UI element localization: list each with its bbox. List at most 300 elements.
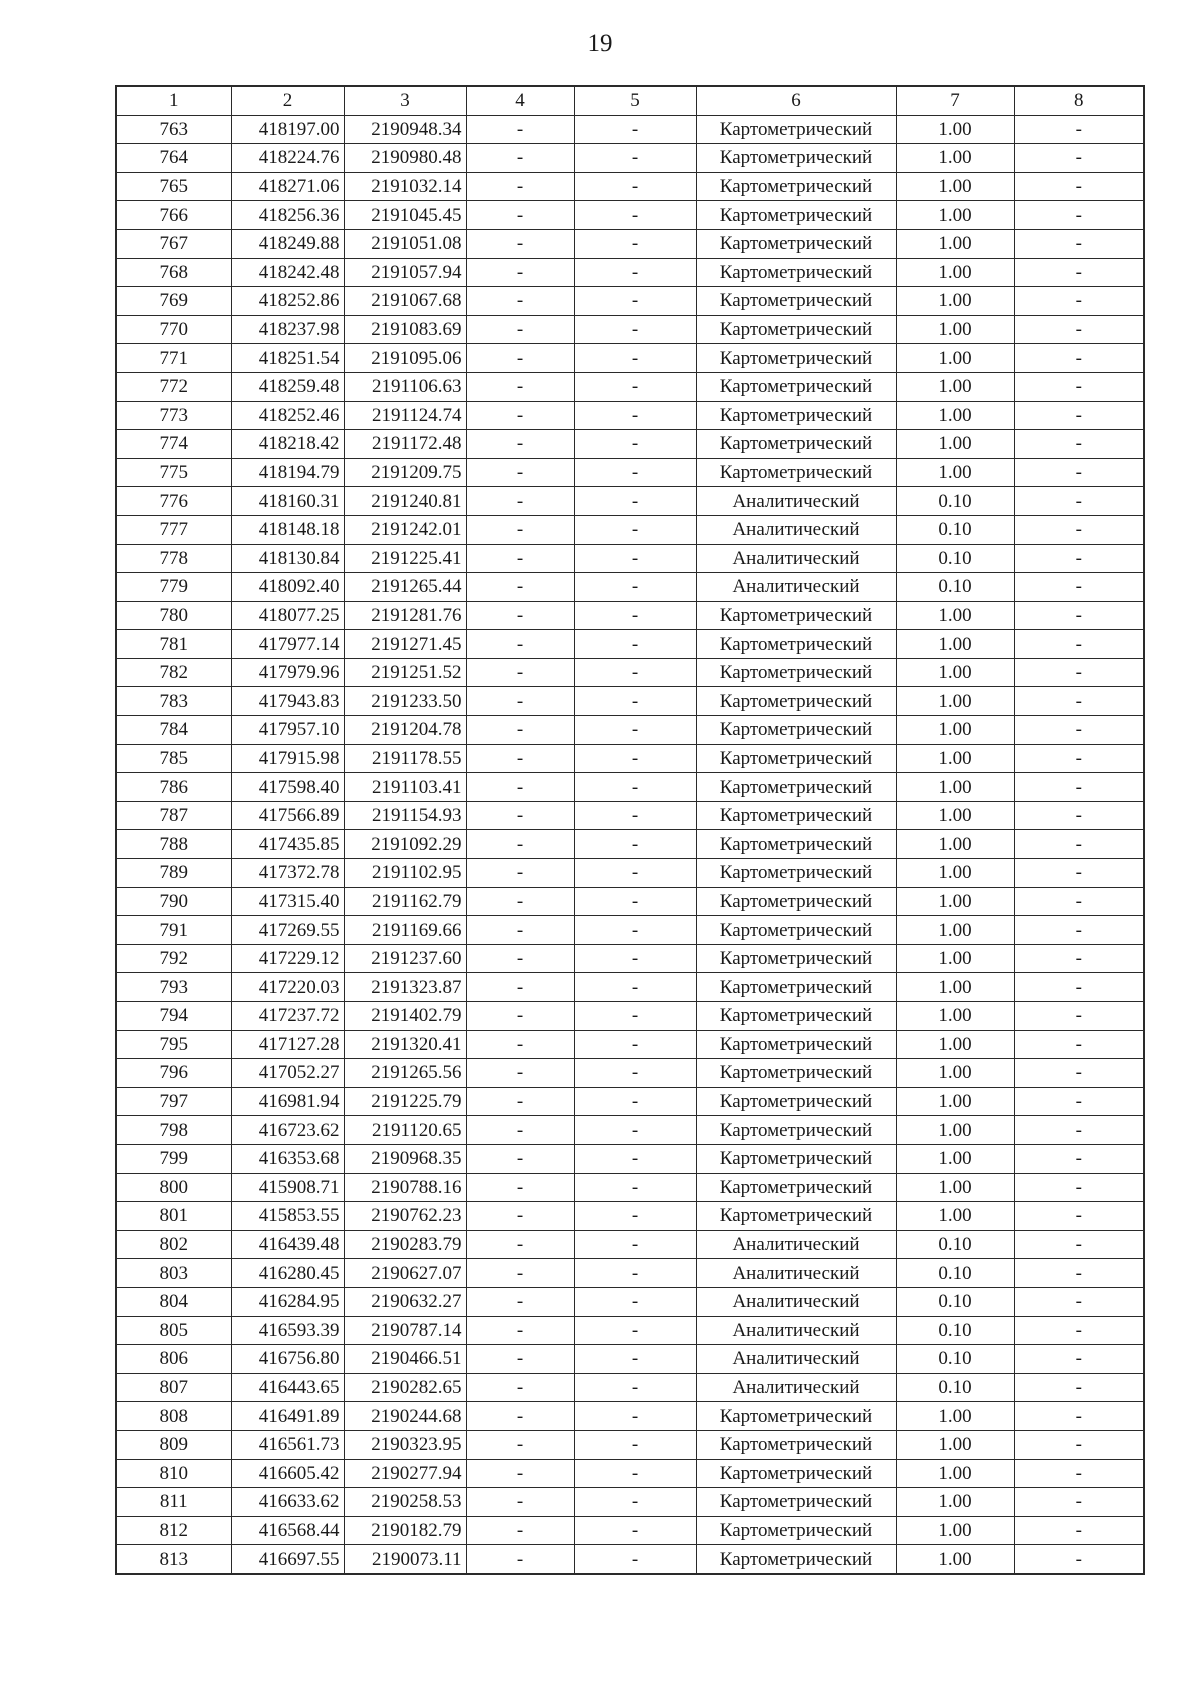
table-cell-col-3: 2190787.14 <box>344 1316 466 1345</box>
table-cell-col-2: 416353.68 <box>231 1144 344 1173</box>
table-body <box>116 115 1144 1574</box>
table-cell-col-3: 2191237.60 <box>344 944 466 973</box>
table-cell-col-8: - <box>1014 1430 1144 1459</box>
table-cell-col-6: Картометрический <box>696 830 896 859</box>
table-cell-col-3: 2190282.65 <box>344 1373 466 1402</box>
table-cell-col-4: - <box>466 573 574 602</box>
column-header-6: 6 <box>696 86 896 115</box>
table-cell-col-7: 1.00 <box>896 830 1014 859</box>
table-cell-col-2: 416633.62 <box>231 1488 344 1517</box>
table-cell-col-6: Картометрический <box>696 115 896 144</box>
table-cell-col-3: 2191102.95 <box>344 859 466 888</box>
table-cell-col-6: Картометрический <box>696 1059 896 1088</box>
table-cell-col-4: - <box>466 229 574 258</box>
table-cell-col-6: Картометрический <box>696 401 896 430</box>
table-cell-col-6: Картометрический <box>696 1430 896 1459</box>
table-cell-col-3: 2190073.11 <box>344 1545 466 1574</box>
table-cell-col-8: - <box>1014 1345 1144 1374</box>
table-cell-col-2: 416280.45 <box>231 1259 344 1288</box>
table-cell-col-5: - <box>574 1116 696 1145</box>
table-cell-col-4: - <box>466 1345 574 1374</box>
table-cell-col-6: Картометрический <box>696 1545 896 1574</box>
table-cell-col-7: 1.00 <box>896 344 1014 373</box>
table-cell-col-4: - <box>466 1173 574 1202</box>
table-cell-col-6: Аналитический <box>696 1259 896 1288</box>
table-cell-col-4: - <box>466 887 574 916</box>
table-cell-col-5: - <box>574 430 696 459</box>
table-cell-col-4: - <box>466 401 574 430</box>
table-cell-col-8: - <box>1014 1030 1144 1059</box>
table-cell-col-3: 2190323.95 <box>344 1430 466 1459</box>
table-cell-col-5: - <box>574 773 696 802</box>
table-cell-col-1: 780 <box>116 601 231 630</box>
table-cell-col-7: 1.00 <box>896 916 1014 945</box>
table-row <box>116 601 1144 630</box>
table-row <box>116 544 1144 573</box>
table-row <box>116 201 1144 230</box>
table-cell-col-4: - <box>466 258 574 287</box>
table-cell-col-4: - <box>466 1545 574 1574</box>
table-cell-col-7: 1.00 <box>896 1173 1014 1202</box>
table-cell-col-3: 2191095.06 <box>344 344 466 373</box>
table-cell-col-5: - <box>574 973 696 1002</box>
table-cell-col-2: 418224.76 <box>231 144 344 173</box>
table-cell-col-6: Картометрический <box>696 1116 896 1145</box>
table-cell-col-1: 800 <box>116 1173 231 1202</box>
table-cell-col-8: - <box>1014 801 1144 830</box>
table-cell-col-2: 416284.95 <box>231 1287 344 1316</box>
table-cell-col-7: 1.00 <box>896 458 1014 487</box>
table-cell-col-2: 417052.27 <box>231 1059 344 1088</box>
table-cell-col-8: - <box>1014 1488 1144 1517</box>
table-cell-col-6: Аналитический <box>696 1230 896 1259</box>
table-cell-col-7: 1.00 <box>896 172 1014 201</box>
table-cell-col-2: 416491.89 <box>231 1402 344 1431</box>
table-cell-col-3: 2191169.66 <box>344 916 466 945</box>
table-cell-col-3: 2191045.45 <box>344 201 466 230</box>
table-cell-col-1: 775 <box>116 458 231 487</box>
table-cell-col-2: 418092.40 <box>231 573 344 602</box>
table-cell-col-8: - <box>1014 144 1144 173</box>
table-row <box>116 801 1144 830</box>
table-cell-col-4: - <box>466 1002 574 1031</box>
table-cell-col-5: - <box>574 1144 696 1173</box>
table-cell-col-7: 0.10 <box>896 573 1014 602</box>
table-cell-col-4: - <box>466 515 574 544</box>
table-cell-col-3: 2191204.78 <box>344 716 466 745</box>
table-cell-col-1: 795 <box>116 1030 231 1059</box>
table-cell-col-6: Картометрический <box>696 687 896 716</box>
table-cell-col-7: 0.10 <box>896 1259 1014 1288</box>
table-cell-col-8: - <box>1014 1173 1144 1202</box>
table-cell-col-5: - <box>574 201 696 230</box>
table-cell-col-2: 416561.73 <box>231 1430 344 1459</box>
table-cell-col-8: - <box>1014 916 1144 945</box>
table-cell-col-4: - <box>466 1402 574 1431</box>
table-cell-col-6: Картометрический <box>696 944 896 973</box>
table-cell-col-5: - <box>574 544 696 573</box>
table-cell-col-1: 772 <box>116 372 231 401</box>
table-row <box>116 515 1144 544</box>
table-cell-col-3: 2191092.29 <box>344 830 466 859</box>
table-row <box>116 1459 1144 1488</box>
table-cell-col-4: - <box>466 1259 574 1288</box>
column-header-4: 4 <box>466 86 574 115</box>
table-row <box>116 744 1144 773</box>
table-cell-col-5: - <box>574 1459 696 1488</box>
table-cell-col-6: Картометрический <box>696 1402 896 1431</box>
table-cell-col-1: 781 <box>116 630 231 659</box>
table-cell-col-8: - <box>1014 744 1144 773</box>
table-cell-col-3: 2191402.79 <box>344 1002 466 1031</box>
table-cell-col-2: 418218.42 <box>231 430 344 459</box>
table-cell-col-4: - <box>466 1316 574 1345</box>
table-cell-col-3: 2191124.74 <box>344 401 466 430</box>
table-cell-col-8: - <box>1014 172 1144 201</box>
table-row <box>116 773 1144 802</box>
table-cell-col-2: 417598.40 <box>231 773 344 802</box>
table-cell-col-1: 770 <box>116 315 231 344</box>
table-cell-col-6: Аналитический <box>696 515 896 544</box>
table-cell-col-4: - <box>466 172 574 201</box>
table-cell-col-6: Картометрический <box>696 658 896 687</box>
table-cell-col-7: 1.00 <box>896 144 1014 173</box>
table-cell-col-2: 417915.98 <box>231 744 344 773</box>
table-row <box>116 115 1144 144</box>
table-cell-col-6: Картометрический <box>696 229 896 258</box>
table-cell-col-2: 416593.39 <box>231 1316 344 1345</box>
table-cell-col-3: 2191225.41 <box>344 544 466 573</box>
table-cell-col-8: - <box>1014 944 1144 973</box>
table-cell-col-4: - <box>466 1202 574 1231</box>
table-cell-col-8: - <box>1014 1545 1144 1574</box>
table-cell-col-2: 417566.89 <box>231 801 344 830</box>
table-cell-col-8: - <box>1014 1144 1144 1173</box>
table-cell-col-8: - <box>1014 1116 1144 1145</box>
table-cell-col-7: 1.00 <box>896 258 1014 287</box>
table-cell-col-7: 1.00 <box>896 801 1014 830</box>
table-cell-col-5: - <box>574 1002 696 1031</box>
table-cell-col-6: Картометрический <box>696 630 896 659</box>
table-cell-col-8: - <box>1014 372 1144 401</box>
table-cell-col-8: - <box>1014 1259 1144 1288</box>
table-cell-col-3: 2190632.27 <box>344 1287 466 1316</box>
table-cell-col-3: 2191057.94 <box>344 258 466 287</box>
table-cell-col-5: - <box>574 1173 696 1202</box>
column-header-2: 2 <box>231 86 344 115</box>
table-cell-col-3: 2190762.23 <box>344 1202 466 1231</box>
table-cell-col-3: 2191233.50 <box>344 687 466 716</box>
column-header-3: 3 <box>344 86 466 115</box>
table-row <box>116 1059 1144 1088</box>
table-cell-col-2: 418130.84 <box>231 544 344 573</box>
table-cell-col-4: - <box>466 1516 574 1545</box>
table-cell-col-1: 805 <box>116 1316 231 1345</box>
table-cell-col-2: 416605.42 <box>231 1459 344 1488</box>
table-row <box>116 287 1144 316</box>
table-header-row <box>116 86 1144 115</box>
table-row <box>116 1373 1144 1402</box>
table-cell-col-4: - <box>466 1459 574 1488</box>
table-cell-col-6: Картометрический <box>696 172 896 201</box>
table-cell-col-1: 803 <box>116 1259 231 1288</box>
table-cell-col-3: 2191265.56 <box>344 1059 466 1088</box>
table-cell-col-6: Аналитический <box>696 1345 896 1374</box>
table-cell-col-8: - <box>1014 430 1144 459</box>
table-cell-col-7: 1.00 <box>896 1002 1014 1031</box>
table-row <box>116 1230 1144 1259</box>
table-row <box>116 916 1144 945</box>
table-cell-col-4: - <box>466 716 574 745</box>
table-cell-col-6: Картометрический <box>696 601 896 630</box>
table-cell-col-3: 2190283.79 <box>344 1230 466 1259</box>
table-cell-col-3: 2191320.41 <box>344 1030 466 1059</box>
table-cell-col-1: 796 <box>116 1059 231 1088</box>
table-cell-col-8: - <box>1014 1202 1144 1231</box>
coordinates-table <box>115 85 1145 1575</box>
table-row <box>116 1030 1144 1059</box>
table-cell-col-5: - <box>574 573 696 602</box>
table-cell-col-2: 416439.48 <box>231 1230 344 1259</box>
table-cell-col-1: 812 <box>116 1516 231 1545</box>
table-cell-col-6: Картометрический <box>696 801 896 830</box>
table-cell-col-8: - <box>1014 515 1144 544</box>
table-cell-col-3: 2191209.75 <box>344 458 466 487</box>
table-cell-col-8: - <box>1014 973 1144 1002</box>
table-row <box>116 1173 1144 1202</box>
table-cell-col-7: 1.00 <box>896 687 1014 716</box>
table-cell-col-1: 808 <box>116 1402 231 1431</box>
table-cell-col-2: 415853.55 <box>231 1202 344 1231</box>
table-cell-col-3: 2190948.34 <box>344 115 466 144</box>
table-cell-col-8: - <box>1014 229 1144 258</box>
table-cell-col-2: 418271.06 <box>231 172 344 201</box>
table-cell-col-6: Картометрический <box>696 716 896 745</box>
table-cell-col-8: - <box>1014 1087 1144 1116</box>
table-cell-col-4: - <box>466 1059 574 1088</box>
table-cell-col-2: 417957.10 <box>231 716 344 745</box>
table-cell-col-2: 418194.79 <box>231 458 344 487</box>
table-cell-col-1: 768 <box>116 258 231 287</box>
table-cell-col-6: Аналитический <box>696 487 896 516</box>
table-cell-col-5: - <box>574 944 696 973</box>
table-row <box>116 1202 1144 1231</box>
table-cell-col-6: Картометрический <box>696 1144 896 1173</box>
table-row <box>116 401 1144 430</box>
table-cell-col-6: Картометрический <box>696 144 896 173</box>
table-cell-col-6: Аналитический <box>696 573 896 602</box>
table-cell-col-5: - <box>574 658 696 687</box>
table-cell-col-6: Картометрический <box>696 773 896 802</box>
table-cell-col-2: 418242.48 <box>231 258 344 287</box>
table-cell-col-5: - <box>574 801 696 830</box>
table-cell-col-1: 764 <box>116 144 231 173</box>
table-cell-col-6: Картометрический <box>696 973 896 1002</box>
table-cell-col-7: 1.00 <box>896 1430 1014 1459</box>
table-cell-col-2: 417979.96 <box>231 658 344 687</box>
table-cell-col-4: - <box>466 144 574 173</box>
table-cell-col-6: Картометрический <box>696 887 896 916</box>
table-cell-col-7: 1.00 <box>896 773 1014 802</box>
table-cell-col-4: - <box>466 1144 574 1173</box>
table-cell-col-8: - <box>1014 630 1144 659</box>
table-cell-col-1: 784 <box>116 716 231 745</box>
table-cell-col-4: - <box>466 601 574 630</box>
table-row <box>116 144 1144 173</box>
table-cell-col-3: 2191265.44 <box>344 573 466 602</box>
table-cell-col-4: - <box>466 458 574 487</box>
table-row <box>116 830 1144 859</box>
table-cell-col-8: - <box>1014 258 1144 287</box>
table-row <box>116 487 1144 516</box>
table-cell-col-7: 1.00 <box>896 401 1014 430</box>
table-cell-col-5: - <box>574 1059 696 1088</box>
table-cell-col-7: 0.10 <box>896 515 1014 544</box>
table-cell-col-1: 807 <box>116 1373 231 1402</box>
table-row <box>116 1345 1144 1374</box>
table-cell-col-4: - <box>466 944 574 973</box>
table-cell-col-6: Картометрический <box>696 372 896 401</box>
table-cell-col-4: - <box>466 430 574 459</box>
table-cell-col-1: 813 <box>116 1545 231 1574</box>
table-cell-col-3: 2191032.14 <box>344 172 466 201</box>
table-cell-col-7: 1.00 <box>896 1459 1014 1488</box>
table-cell-col-1: 794 <box>116 1002 231 1031</box>
table-cell-col-4: - <box>466 744 574 773</box>
table-cell-col-8: - <box>1014 658 1144 687</box>
table-row <box>116 973 1144 1002</box>
table-cell-col-1: 809 <box>116 1430 231 1459</box>
table-cell-col-6: Картометрический <box>696 458 896 487</box>
table-cell-col-6: Картометрический <box>696 201 896 230</box>
table-cell-col-5: - <box>574 1030 696 1059</box>
table-cell-col-5: - <box>574 1345 696 1374</box>
table-cell-col-5: - <box>574 172 696 201</box>
table-cell-col-2: 417269.55 <box>231 916 344 945</box>
table-cell-col-8: - <box>1014 201 1144 230</box>
table-cell-col-5: - <box>574 716 696 745</box>
table-row <box>116 258 1144 287</box>
table-cell-col-4: - <box>466 115 574 144</box>
table-cell-col-6: Картометрический <box>696 859 896 888</box>
table-cell-col-6: Аналитический <box>696 1316 896 1345</box>
table-cell-col-5: - <box>574 515 696 544</box>
table-cell-col-7: 1.00 <box>896 716 1014 745</box>
table-row <box>116 658 1144 687</box>
table-cell-col-5: - <box>574 372 696 401</box>
table-cell-col-3: 2191251.52 <box>344 658 466 687</box>
table-cell-col-6: Картометрический <box>696 287 896 316</box>
table-cell-col-3: 2190980.48 <box>344 144 466 173</box>
table-row <box>116 944 1144 973</box>
column-header-8: 8 <box>1014 86 1144 115</box>
table-cell-col-2: 418252.46 <box>231 401 344 430</box>
table-cell-col-3: 2191051.08 <box>344 229 466 258</box>
table-cell-col-2: 417977.14 <box>231 630 344 659</box>
table-cell-col-2: 417220.03 <box>231 973 344 1002</box>
table-cell-col-4: - <box>466 1030 574 1059</box>
table-cell-col-2: 418251.54 <box>231 344 344 373</box>
table-cell-col-7: 1.00 <box>896 1116 1014 1145</box>
table-row <box>116 1430 1144 1459</box>
table-cell-col-5: - <box>574 1430 696 1459</box>
table-cell-col-2: 416443.65 <box>231 1373 344 1402</box>
table-cell-col-8: - <box>1014 716 1144 745</box>
table-cell-col-5: - <box>574 687 696 716</box>
table-cell-col-3: 2191154.93 <box>344 801 466 830</box>
table-cell-col-4: - <box>466 916 574 945</box>
table-row <box>116 1002 1144 1031</box>
table-cell-col-1: 785 <box>116 744 231 773</box>
table-cell-col-5: - <box>574 1087 696 1116</box>
table-cell-col-1: 782 <box>116 658 231 687</box>
table-cell-col-7: 1.00 <box>896 229 1014 258</box>
table-cell-col-3: 2191106.63 <box>344 372 466 401</box>
table-cell-col-5: - <box>574 315 696 344</box>
table-cell-col-3: 2191103.41 <box>344 773 466 802</box>
table-cell-col-3: 2190258.53 <box>344 1488 466 1517</box>
table-cell-col-1: 801 <box>116 1202 231 1231</box>
table-cell-col-3: 2191271.45 <box>344 630 466 659</box>
table-cell-col-2: 417943.83 <box>231 687 344 716</box>
table-cell-col-5: - <box>574 487 696 516</box>
table-cell-col-1: 799 <box>116 1144 231 1173</box>
table-cell-col-8: - <box>1014 344 1144 373</box>
table-cell-col-4: - <box>466 1488 574 1517</box>
table-cell-col-7: 0.10 <box>896 1316 1014 1345</box>
table-cell-col-8: - <box>1014 830 1144 859</box>
table-cell-col-7: 1.00 <box>896 1202 1014 1231</box>
table-cell-col-5: - <box>574 744 696 773</box>
table-cell-col-7: 1.00 <box>896 859 1014 888</box>
table-row <box>116 229 1144 258</box>
table-cell-col-4: - <box>466 973 574 1002</box>
table-cell-col-7: 1.00 <box>896 201 1014 230</box>
table-row <box>116 716 1144 745</box>
table-cell-col-7: 1.00 <box>896 1545 1014 1574</box>
table-row <box>116 1316 1144 1345</box>
table-cell-col-7: 1.00 <box>896 630 1014 659</box>
table-cell-col-4: - <box>466 1230 574 1259</box>
table-cell-col-1: 773 <box>116 401 231 430</box>
table-row <box>116 859 1144 888</box>
table-row <box>116 1488 1144 1517</box>
table-cell-col-8: - <box>1014 1402 1144 1431</box>
table-cell-col-5: - <box>574 1488 696 1517</box>
table-row <box>116 687 1144 716</box>
table-cell-col-8: - <box>1014 1316 1144 1345</box>
table-cell-col-5: - <box>574 1230 696 1259</box>
table-cell-col-2: 417229.12 <box>231 944 344 973</box>
table-cell-col-8: - <box>1014 1002 1144 1031</box>
table-cell-col-3: 2191162.79 <box>344 887 466 916</box>
table-cell-col-3: 2191172.48 <box>344 430 466 459</box>
table-cell-col-6: Аналитический <box>696 1373 896 1402</box>
table-cell-col-3: 2191242.01 <box>344 515 466 544</box>
table-cell-col-6: Картометрический <box>696 1516 896 1545</box>
table-row <box>116 430 1144 459</box>
table-cell-col-5: - <box>574 1373 696 1402</box>
table-cell-col-7: 1.00 <box>896 1087 1014 1116</box>
table-cell-col-1: 763 <box>116 115 231 144</box>
table-cell-col-5: - <box>574 115 696 144</box>
table-cell-col-2: 415908.71 <box>231 1173 344 1202</box>
table-cell-col-6: Картометрический <box>696 1173 896 1202</box>
table-cell-col-3: 2191225.79 <box>344 1087 466 1116</box>
table-cell-col-8: - <box>1014 1230 1144 1259</box>
table-row <box>116 1545 1144 1574</box>
table-cell-col-2: 418077.25 <box>231 601 344 630</box>
